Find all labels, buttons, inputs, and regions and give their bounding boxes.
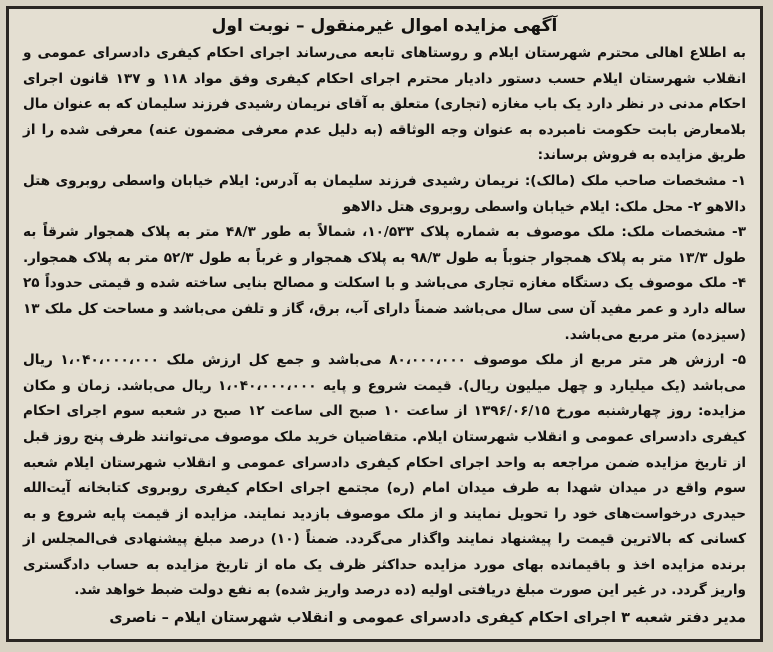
- notice-paragraph-owner: ۱- مشخصات صاحب ملک (مالک): نریمان رشیدی فرزند سلیمان به آدرس: ایلام خیابان واسطی روبروی هتل دالاهو ۲- محل ملک: ایلام خیابان واسطی روبروی هتل دالاهو: [23, 172, 746, 215]
- notice-title: آگهی مزایده اموال غیرمنقول – نوبت اول: [211, 16, 558, 36]
- notice-paragraph-terms: ۵- ارزش هر متر مربع از ملک موصوف ۸۰،۰۰۰،۰۰۰ می‌باشد و جمع کل ارزش ملک ۱،۰۴۰،۰۰۰،۰۰۰ ریال می‌باشد (یک میلیارد و چهل میلیون ریال). قیمت شروع و پایه ۱،۰۴۰،۰۰۰،۰۰۰ ریال می‌باشد. زمان و مکان مزایده: روز چهارشنبه مورخ ۱۳۹۶/۰۶/۱۵ از ساعت ۱۰ صبح الی ساعت ۱۲ صبح در شعبه سوم اجرای احکام کیفری دادسرای عمومی و انقلاب شهرستان ایلام. متقاضیان خرید ملک موصوف می‌توانند ظرف پنج روز قبل از تاریخ مزایده ضمن مراجعه به واحد اجرای احکام کیفری دادسرای عمومی و انقلاب شهرستان ایلام شعبه سوم واقع در میدان شهدا به طرف میدان امام (ره) مجتمع اجرای احکام کیفری روبروی کتابخانه آیت‌الله حیدری درخواست‌های خود را تحویل نمایند و از ملک موصوف بازدید نمایند. مزایده از قیمت پایه شروع و به کسانی که بالاترین قیمت را پیشنهاد نمایند واگذار می‌گردد. ضمناً (۱۰) درصد مبلغ پیشنهادی فی‌المجلس از برنده مزایده اخذ و باقیمانده بهای مورد مزایده حداکثر ظرف یک ماه از تاریخ مزایده به حساب دادگستری واریز گردد. در غیر این صورت مبلغ دریافتی اولیه (ده درصد واریز شده) به نفع دولت ضبط خواهد شد.: [23, 352, 747, 599]
- notice-paragraph-property: ۳- مشخصات ملک: ملک موصوف به شماره پلاک ۱۰/۵۳۳، شمالاً به طور ۴۸/۳ متر به پلاک همجوار شرقاً به طول ۱۳/۳ متر به پلاک همجوار جنوباً به طول ۹۸/۳ به پلاک همجوار و غرباً به طول ۵۲/۳ متر به پلاک همجوار. ۴- ملک موصوف یک دستگاه مغازه تجاری می‌باشد و با اسکلت و مصالح بنایی ساخته شده و قیمتی حدوداً ۲۵ ساله دارد و عمر مفید آن سی سال می‌باشد ضمناً دارای آب، برق، گاز و تلفن می‌باشد و مساحت کل ملک ۱۳ (سیزده) متر مربع می‌باشد.: [23, 224, 746, 343]
- auction-notice: [6, 6, 763, 642]
- notice-paragraph-intro: به اطلاع اهالی محترم شهرستان ایلام و روستاهای تابعه می‌رساند اجرای احکام کیفری دادسرای عمومی و انقلاب شهرستان ایلام حسب دستور دادیار محترم اجرای احکام کیفری وفق مواد ۱۱۸ و ۱۳۷ قانون اجرای احکام مدنی در نظر دارد یک باب مغازه (تجاری) متعلق به آقای نریمان رشیدی فرزند سلیمان که به عنوان مال بلامعارض بابت حکومت نامبرده به عنوان وجه الوثاقه (به دلیل عدم معرفی مضمون عنه) معرفی شده را از طریق مزایده به فروش برساند:: [23, 45, 746, 164]
- notice-body: [23, 41, 746, 604]
- notice-signature: مدیر دفتر شعبه ۳ اجرای احکام کیفری دادسرای عمومی و انقلاب شهرستان ایلام – ناصری: [109, 610, 746, 627]
